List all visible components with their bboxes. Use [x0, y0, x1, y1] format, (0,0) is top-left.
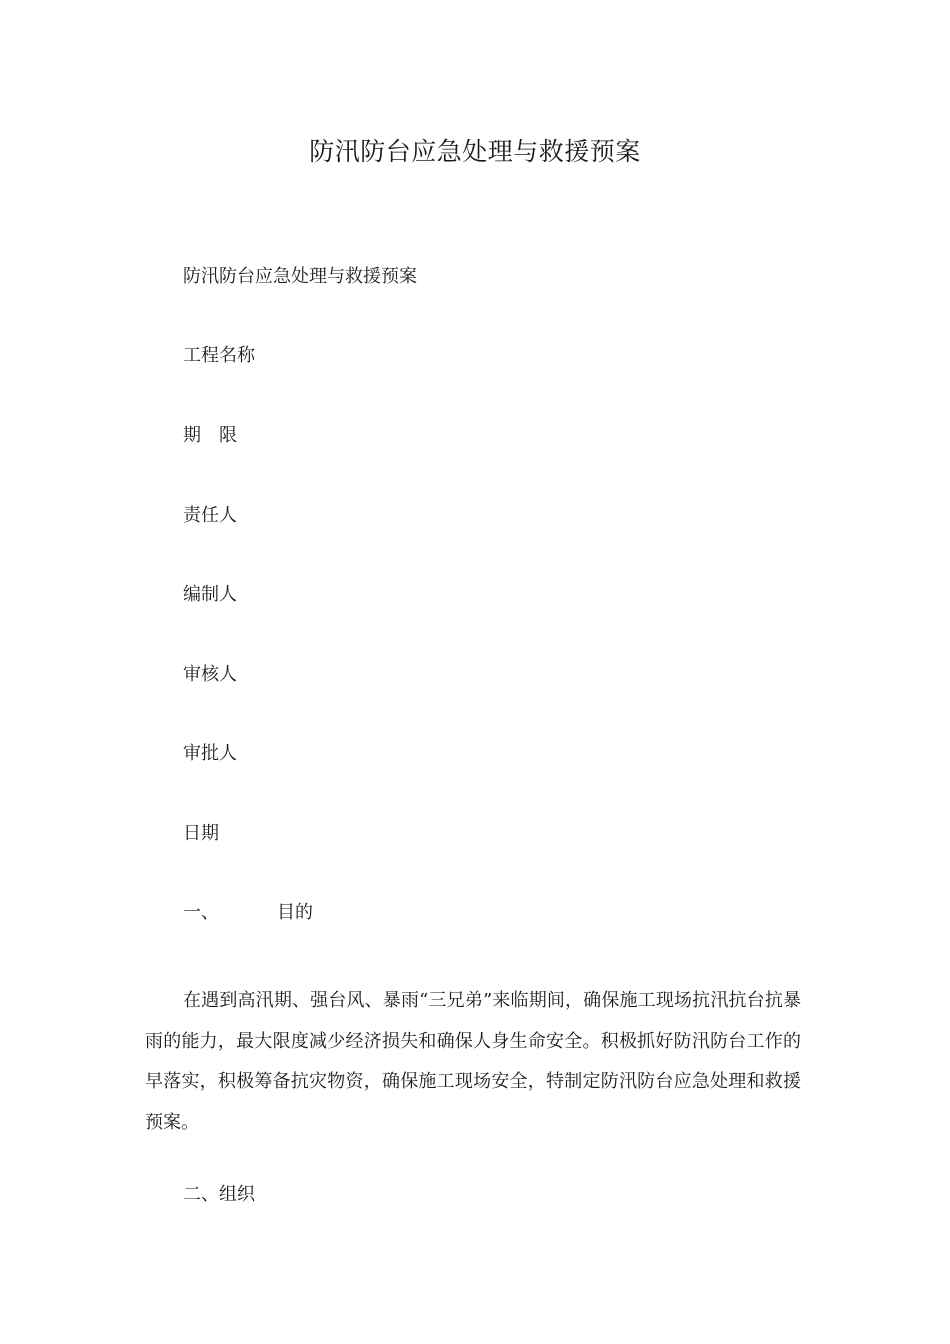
field-date: 日期 [183, 823, 219, 844]
field-responsible: 责任人 [183, 505, 237, 526]
field-period: 期 限 [183, 425, 237, 446]
field-reviewer: 审核人 [183, 664, 237, 685]
document-title: 防汛防台应急处理与救援预案 [309, 137, 641, 166]
field-compiler: 编制人 [183, 584, 237, 605]
section-1-paragraph: 在遇到高汛期、强台风、暴雨“三兄弟”来临期间，确保施工现场抗汛抗台抗暴雨的能力，最大限度减少经济损失和确保人身生命安全。积极抓好防汛防台工作的早落实，积极筹备抗灾物资，确保施工现场安全，特制定防汛防台应急处理和救援预案。 [145, 990, 801, 1133]
field-project-name: 工程名称 [183, 345, 255, 366]
section-1-number: 一、 [183, 902, 219, 923]
section-1-heading [183, 901, 313, 925]
section-2-heading: 二、组织 [183, 1184, 255, 1205]
document-subtitle: 防汛防台应急处理与救援预案 [183, 266, 417, 287]
section-1-title: 目的 [277, 902, 313, 923]
field-approver: 审批人 [183, 743, 237, 764]
